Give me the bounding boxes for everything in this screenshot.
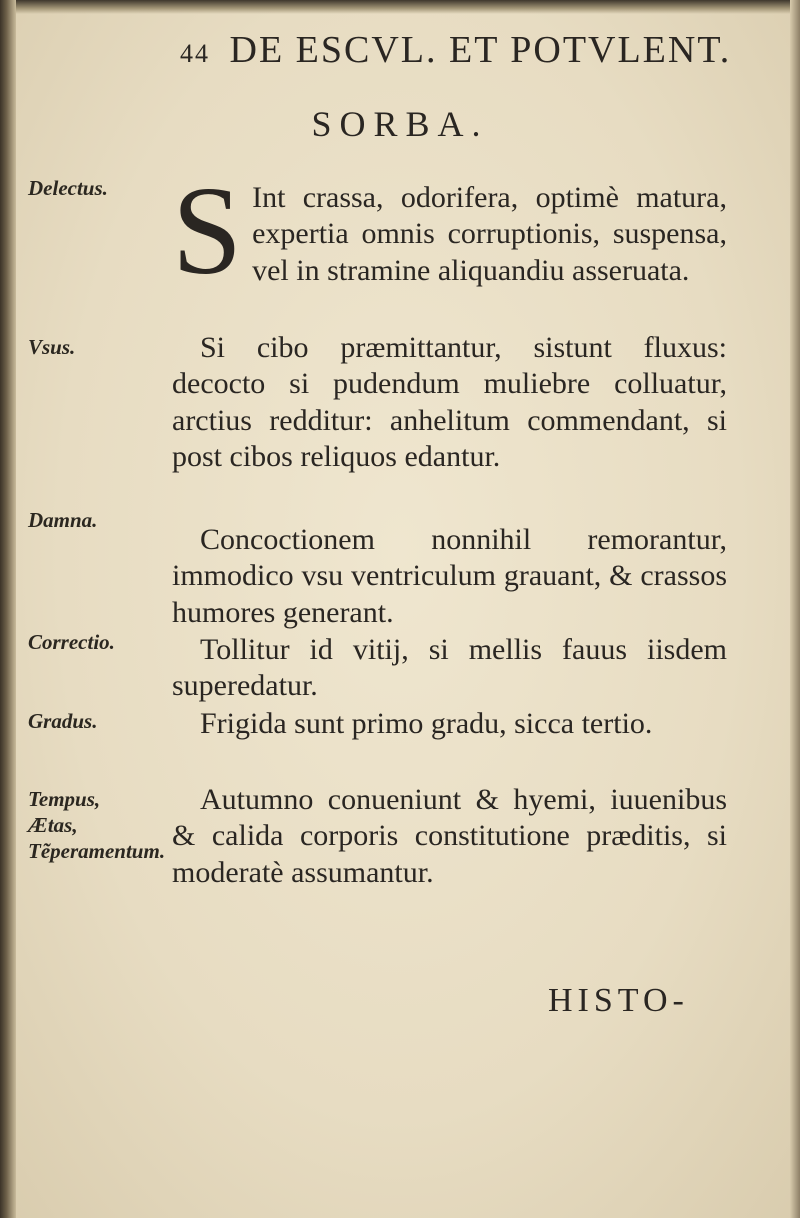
margin-note-delectus: Delectus. (28, 176, 108, 200)
body-text-usus (172, 330, 727, 476)
body-text (172, 162, 727, 301)
paragraph-correctio: Tollitur id vitij, si mellis fauus iisdem superedatur. (172, 633, 727, 703)
margin-note-damna: Damna. (28, 508, 98, 532)
margin-note-correctio: Correctio. (28, 630, 115, 654)
catchword: HISTO- (548, 982, 689, 1019)
running-title: DE ESCVL. ET POTVLENT. (229, 29, 732, 71)
drop-cap: S (172, 162, 243, 301)
paragraph-delectus: S Int crassa, odorifera, optimè matura, expertia omnis corruptionis, suspensa, vel in stramine aliquandiu asseruata. (172, 162, 727, 301)
running-header (180, 28, 740, 78)
section-title: SORBA. (311, 104, 489, 144)
paragraph-damna: Concoctionem nonnihil remorantur, immodico vsu ventriculum grauant, & crassos humores generant. (172, 523, 727, 629)
body-text-gradus (172, 706, 727, 742)
page-gutter-shadow (0, 0, 16, 1218)
page-right-edge (790, 0, 800, 1218)
paragraph-usus: Si cibo præmittantur, sistunt fluxus: decocto si pudendum muliebre colluatur, arctius redditur: anhelitum commendant, si post cibos reliquos edantur. (172, 331, 727, 474)
paragraph-tempus: Autumno conueniunt & hyemi, iuuenibus & calida corporis constitutione præditis, si moderatè assumantur. (172, 783, 727, 889)
paragraph-gradus: Frigida sunt primo gradu, sicca tertio. (200, 707, 653, 740)
page-number: 44 (180, 39, 210, 68)
margin-note-usus: Vsus. (28, 335, 76, 359)
body-text-correctio (172, 632, 727, 705)
margin-note-tempus: Tempus, Ætas, Tẽperamentum. (28, 787, 166, 863)
body-text-damna (172, 522, 727, 631)
page-top-edge (0, 0, 800, 14)
margin-note-gradus: Gradus. (28, 709, 98, 733)
body-text-tempus (172, 782, 727, 891)
